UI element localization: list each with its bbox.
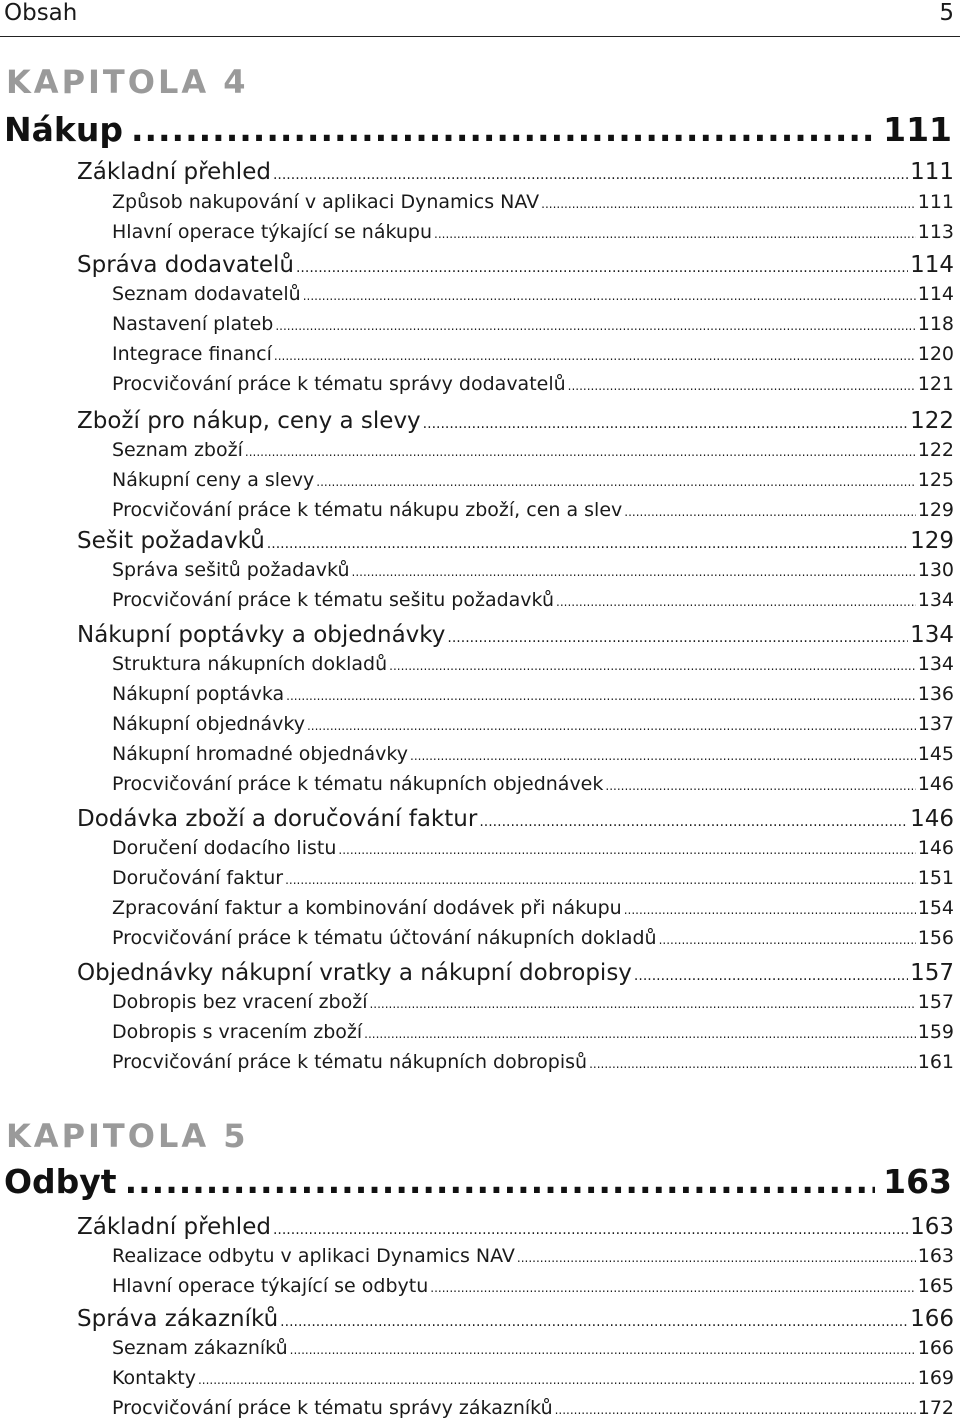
toc-subsection-entry[interactable] (112, 682, 954, 708)
entry-title: Sešit požadavků (77, 528, 265, 554)
entry-page-number: 134 (917, 653, 954, 675)
dot-leader (634, 962, 908, 990)
toc-subsection-entry[interactable] (112, 372, 954, 398)
chapter-page-number: 163 (883, 1162, 952, 1201)
entry-title: Kontakty (112, 1367, 196, 1389)
toc-subsection-entry[interactable] (112, 712, 954, 738)
toc-subsection-entry[interactable] (112, 438, 954, 464)
toc-subsection-entry[interactable] (112, 772, 954, 798)
dot-leader (430, 1276, 915, 1300)
entry-title: Procvičování práce k tématu nákupních objednávek (112, 773, 604, 795)
chapter-title: Odbyt (4, 1162, 117, 1201)
chapter-title: Nákup (4, 110, 123, 149)
entry-page-number: 111 (910, 159, 954, 185)
page-header (0, 0, 960, 37)
dot-leader (624, 898, 916, 922)
dot-leader (434, 222, 916, 246)
dot-leader (275, 314, 915, 338)
entry-title: Procvičování práce k tématu účtování nákupních dokladů (112, 927, 657, 949)
toc-subsection-entry[interactable] (112, 588, 954, 614)
dot-leader (410, 744, 916, 768)
entry-title: Nákupní poptávky a objednávky (77, 622, 446, 648)
entry-page-number: 114 (910, 252, 954, 278)
dot-leader (245, 440, 916, 464)
entry-page-number: 163 (910, 1214, 954, 1240)
entry-title: Seznam dodavatelů (112, 283, 301, 305)
entry-page-number: 161 (917, 1051, 954, 1073)
entry-page-number: 146 (910, 806, 954, 832)
toc-subsection-entry[interactable] (112, 468, 954, 494)
entry-page-number: 154 (917, 897, 954, 919)
toc-section-entry[interactable] (77, 1305, 954, 1336)
entry-title: Základní přehled (77, 159, 271, 185)
toc-subsection-entry[interactable] (112, 498, 954, 524)
toc-subsection-entry[interactable] (112, 1366, 954, 1392)
dot-leader (389, 654, 916, 678)
entry-title: Seznam zboží (112, 439, 243, 461)
header-page-number: 5 (939, 0, 954, 26)
entry-page-number: 159 (917, 1021, 954, 1043)
entry-title: Procvičování práce k tématu nákupních dobropisů (112, 1051, 588, 1073)
toc-section-entry[interactable] (77, 407, 954, 438)
entry-page-number: 122 (917, 439, 954, 461)
entry-page-number: 156 (917, 927, 954, 949)
toc-section-entry[interactable] (77, 621, 954, 652)
dot-leader (296, 254, 908, 282)
entry-title: Integrace financí (112, 343, 272, 365)
dot-leader (307, 714, 916, 738)
toc-subsection-entry[interactable] (112, 1020, 954, 1046)
entry-title: Procvičování práce k tématu správy dodavatelů (112, 373, 566, 395)
entry-title: Nastavení plateb (112, 313, 274, 335)
toc-section-entry[interactable] (77, 805, 954, 836)
entry-title: Procvičování práce k tématu nákupu zboží, cen a slev (112, 499, 623, 521)
toc-subsection-entry[interactable] (112, 926, 954, 952)
entry-title: Nákupní hromadné objednávky (112, 743, 408, 765)
entry-page-number: 130 (917, 559, 954, 581)
toc-subsection-entry[interactable] (112, 896, 954, 922)
entry-title: Způsob nakupování v aplikaci Dynamics NAV (112, 191, 540, 213)
toc-section-entry[interactable] (77, 251, 954, 282)
entry-title: Nákupní ceny a slevy (112, 469, 315, 491)
dot-leader (555, 1398, 916, 1422)
dot-leader (352, 560, 916, 584)
entry-title: Dobropis s vracením zboží (112, 1021, 363, 1043)
entry-title: Objednávky nákupní vratky a nákupní dobropisy (77, 960, 632, 986)
entry-title: Zboží pro nákup, ceny a slevy (77, 408, 421, 434)
entry-page-number: 113 (917, 221, 954, 243)
toc-subsection-entry[interactable] (112, 1274, 954, 1300)
entry-title: Procvičování práce k tématu sešitu požadavků (112, 589, 554, 611)
entry-title: Hlavní operace týkající se nákupu (112, 221, 433, 243)
entry-title: Základní přehled (77, 1214, 271, 1240)
dot-leader (290, 1338, 916, 1362)
dot-leader (541, 192, 916, 216)
entry-title: Procvičování práce k tématu správy zákazníků (112, 1397, 553, 1419)
toc-section-entry[interactable] (77, 959, 954, 990)
dot-leader (273, 1216, 908, 1244)
entry-page-number: 111 (917, 191, 954, 213)
entry-page-number: 129 (910, 528, 954, 554)
entry-title: Hlavní operace týkající se odbytu (112, 1275, 429, 1297)
entry-title: Dobropis bez vracení zboží (112, 991, 368, 1013)
chapter-label: KAPITOLA 4 (6, 63, 249, 101)
toc-section-entry[interactable] (77, 1213, 954, 1244)
dot-leader (568, 374, 916, 398)
entry-page-number: 134 (917, 589, 954, 611)
toc-subsection-entry[interactable] (112, 990, 954, 1016)
dot-leader (369, 992, 915, 1016)
dot-leader (198, 1368, 916, 1392)
entry-page-number: 157 (910, 960, 954, 986)
toc-subsection-entry[interactable] (112, 1336, 954, 1362)
toc-subsection-entry[interactable] (112, 866, 954, 892)
toc-section-entry[interactable] (77, 527, 954, 558)
entry-page-number: 121 (917, 373, 954, 395)
dot-leader (659, 928, 916, 952)
dot-leader (605, 774, 915, 798)
dot-leader (131, 110, 875, 150)
entry-page-number: 136 (917, 683, 954, 705)
entry-title: Doručení dodacího listu (112, 837, 337, 859)
chapter-page-number: 111 (883, 110, 952, 149)
entry-title: Správa dodavatelů (77, 252, 294, 278)
entry-page-number: 137 (917, 713, 954, 735)
dot-leader (280, 1308, 908, 1336)
dot-leader (285, 868, 916, 892)
dot-leader (267, 530, 908, 558)
toc-subsection-entry[interactable] (112, 1244, 954, 1270)
header-section-title: Obsah (4, 0, 78, 26)
chapter-label: KAPITOLA 5 (6, 1117, 249, 1155)
entry-page-number: 134 (910, 622, 954, 648)
dot-leader (125, 1162, 876, 1202)
toc-subsection-entry[interactable] (112, 220, 954, 246)
entry-title: Zpracování faktur a kombinování dodávek při nákupu (112, 897, 622, 919)
dot-leader (364, 1022, 916, 1046)
chapter-title-row[interactable] (4, 1162, 952, 1202)
dot-leader (556, 590, 916, 614)
entry-page-number: 151 (917, 867, 954, 889)
chapter-title-row[interactable] (4, 110, 952, 150)
toc-subsection-entry[interactable] (112, 312, 954, 338)
dot-leader (423, 410, 908, 438)
entry-title: Realizace odbytu v aplikaci Dynamics NAV (112, 1245, 515, 1267)
entry-title: Dodávka zboží a doručování faktur (77, 806, 478, 832)
entry-page-number: 172 (917, 1397, 954, 1419)
entry-page-number: 125 (917, 469, 954, 491)
entry-page-number: 114 (917, 283, 954, 305)
entry-page-number: 120 (917, 343, 954, 365)
entry-page-number: 146 (917, 837, 954, 859)
entry-page-number: 146 (917, 773, 954, 795)
dot-leader (479, 808, 908, 836)
entry-title: Struktura nákupních dokladů (112, 653, 388, 675)
entry-page-number: 165 (917, 1275, 954, 1297)
dot-leader (286, 684, 916, 708)
dot-leader (338, 838, 915, 862)
toc-subsection-entry[interactable] (112, 742, 954, 768)
toc-section-entry[interactable] (77, 158, 954, 189)
dot-leader (517, 1246, 916, 1270)
entry-page-number: 118 (917, 313, 954, 335)
entry-title: Nákupní poptávka (112, 683, 285, 705)
entry-title: Doručování faktur (112, 867, 284, 889)
entry-page-number: 145 (917, 743, 954, 765)
entry-page-number: 157 (917, 991, 954, 1013)
toc-subsection-entry[interactable] (112, 652, 954, 678)
dot-leader (316, 470, 915, 494)
entry-page-number: 163 (917, 1245, 954, 1267)
entry-title: Správa zákazníků (77, 1306, 279, 1332)
entry-page-number: 166 (910, 1306, 954, 1332)
dot-leader (273, 161, 908, 189)
toc-subsection-entry[interactable] (112, 282, 954, 308)
entry-title: Nákupní objednávky (112, 713, 305, 735)
dot-leader (303, 284, 916, 308)
toc-subsection-entry[interactable] (112, 1396, 954, 1422)
dot-leader (447, 624, 908, 652)
toc-subsection-entry[interactable] (112, 836, 954, 862)
dot-leader (274, 344, 916, 368)
entry-page-number: 122 (910, 408, 954, 434)
toc-subsection-entry[interactable] (112, 1050, 954, 1076)
entry-page-number: 129 (917, 499, 954, 521)
dot-leader (624, 500, 915, 524)
entry-title: Seznam zákazníků (112, 1337, 288, 1359)
entry-title: Správa sešitů požadavků (112, 559, 350, 581)
toc-subsection-entry[interactable] (112, 190, 954, 216)
toc-subsection-entry[interactable] (112, 558, 954, 584)
dot-leader (589, 1052, 916, 1076)
toc-subsection-entry[interactable] (112, 342, 954, 368)
entry-page-number: 169 (917, 1367, 954, 1389)
entry-page-number: 166 (917, 1337, 954, 1359)
